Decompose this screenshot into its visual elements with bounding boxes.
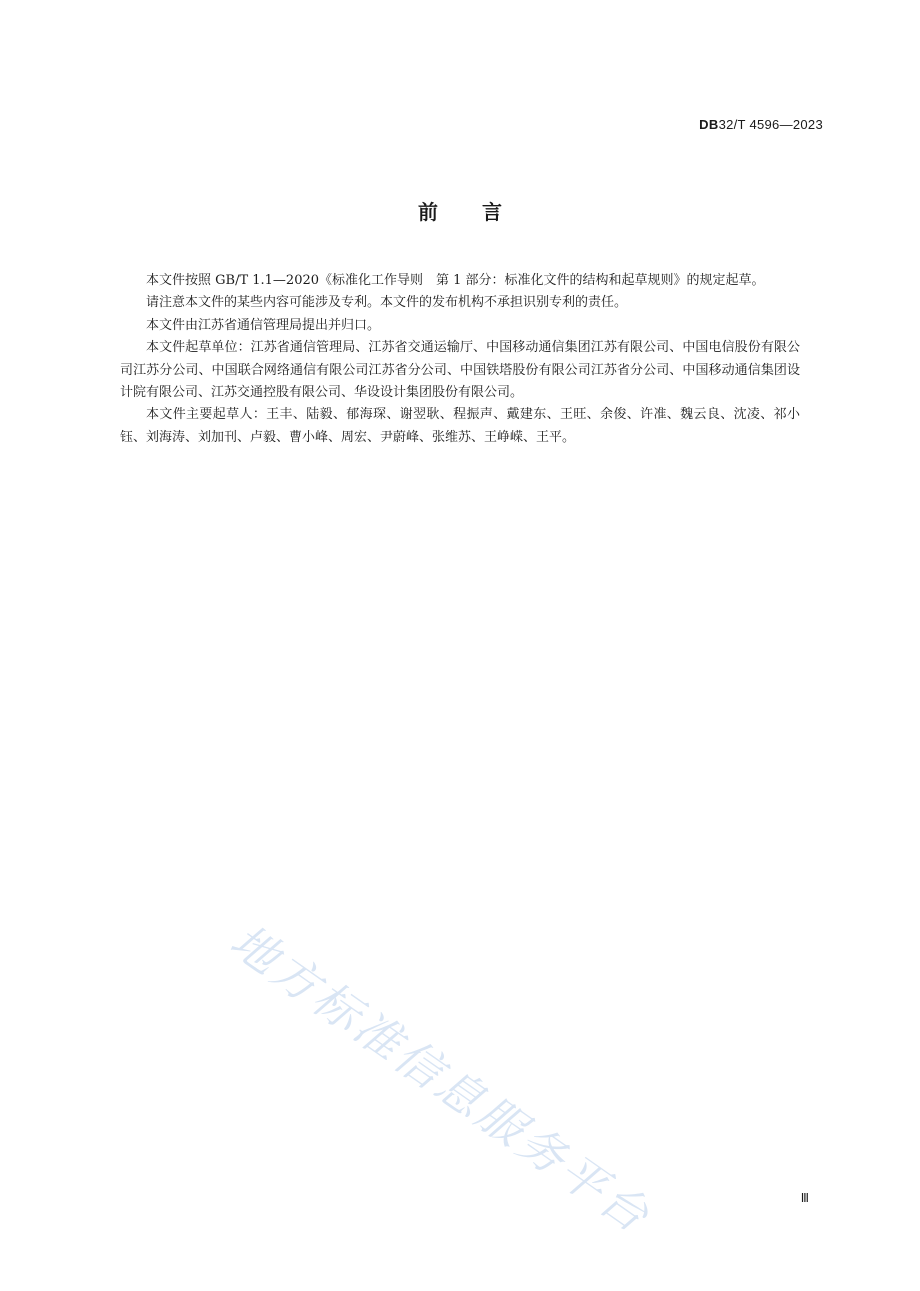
paragraph-patent-notice: 请注意本文件的某些内容可能涉及专利。本文件的发布机构不承担识别专利的责任。 [146, 295, 628, 311]
standard-number-prefix: DB [699, 117, 719, 132]
paragraph-proposer: 本文件由江苏省通信管理局提出并归口。 [146, 317, 381, 333]
watermark: 地方标准信息服务平台 [220, 913, 662, 1245]
paragraph-drafting-units: 本文件起草单位：江苏省通信管理局、江苏省交通运输厅、中国移动通信集团江苏有限公司、中国电信股份有限公司江苏分公司、中国联合网络通信有限公司江苏省分公司、中国铁塔股份有限公司江苏省分公司、中国移动通信集团设计院有限公司、江苏交通控股有限公司、华设设计集团股份有限公司。 [120, 340, 800, 401]
standard-number-rest: 32/T 4596—2023 [718, 117, 823, 132]
page-number: Ⅲ [800, 1191, 809, 1205]
paragraph-drafting-rules: 本文件按照 GB/T 1.1—2020《标准化工作导则 第 1 部分：标准化文件的结构和起草规则》的规定起草。 [146, 273, 765, 288]
page-title: 前言 [418, 200, 546, 224]
standard-number [699, 117, 823, 132]
foreword-body [120, 270, 800, 449]
paragraph-drafters: 本文件主要起草人：王丰、陆毅、郁海琛、谢翌耿、程振声、戴建东、王旺、余俊、许准、魏云良、沈凌、祁小钰、刘海涛、刘加刊、卢毅、曹小峰、周宏、尹蔚峰、张维苏、王峥嵘、王平。 [120, 407, 800, 445]
